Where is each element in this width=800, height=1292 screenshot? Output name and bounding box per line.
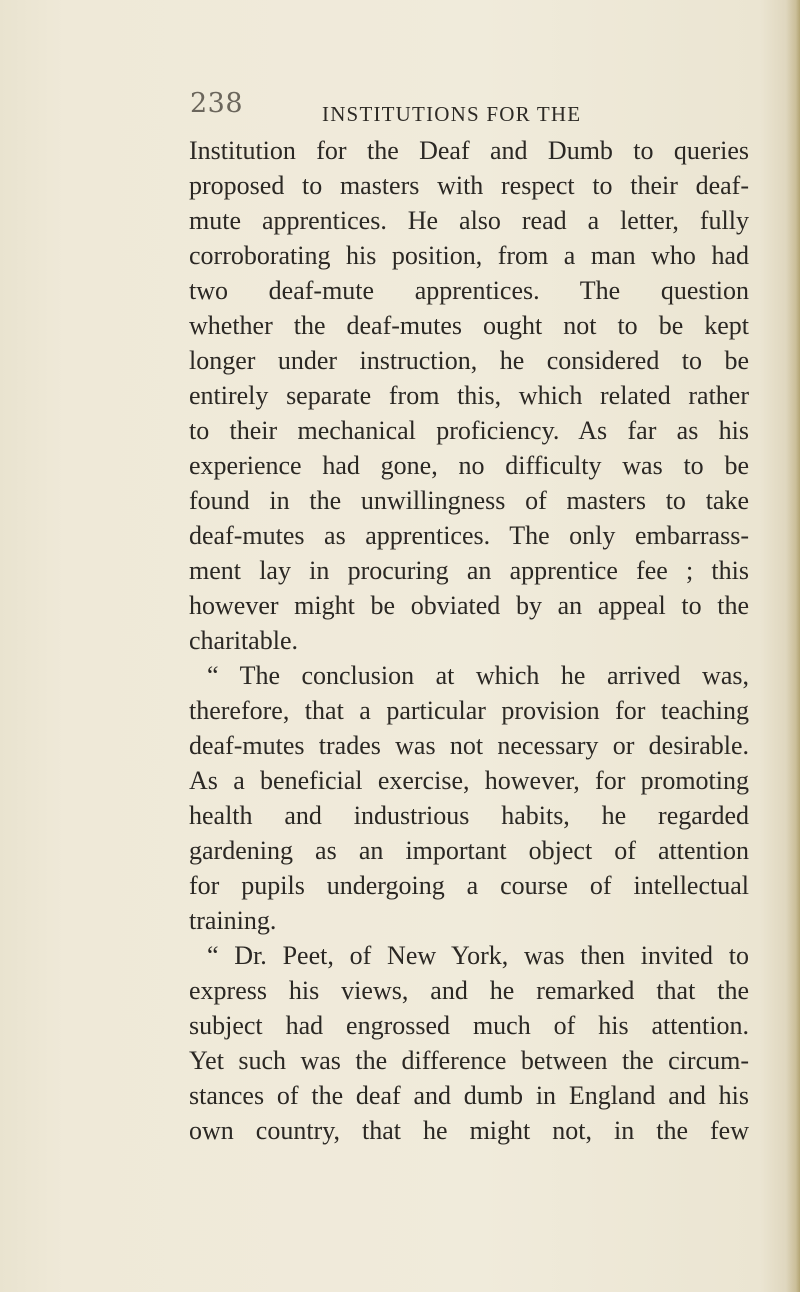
text-line: charitable. (189, 626, 298, 655)
text-line: for pupils undergoing a course of intellectual (189, 871, 749, 900)
text-line: stances of the deaf and dumb in England and his (189, 1081, 749, 1110)
text-line: training. (189, 906, 277, 935)
text-line: express his views, and he remarked that the (189, 976, 749, 1005)
text-line: experience had gone, no difficulty was to be (189, 451, 749, 480)
text-line: Yet such was the difference between the circum- (189, 1046, 749, 1075)
text-line: two deaf-mute apprentices. The question (189, 276, 749, 305)
text-line: health and industrious habits, he regarded (189, 801, 749, 830)
text-line: whether the deaf-mutes ought not to be kept (189, 311, 749, 340)
page-number: 238 (190, 88, 244, 119)
text-line: mute apprentices. He also read a letter, fully (189, 206, 749, 235)
text-line: longer under instruction, he considered to be (189, 346, 749, 375)
text-line: deaf-mutes as apprentices. The only embarrass- (189, 521, 749, 550)
text-line: entirely separate from this, which related rather (189, 381, 749, 410)
text-line: subject had engrossed much of his attention. (189, 1011, 749, 1040)
text-line: own country, that he might not, in the few (189, 1116, 749, 1145)
text-line: As a beneficial exercise, however, for promoting (189, 766, 749, 795)
text-line: to their mechanical proficiency. As far as his (189, 416, 749, 445)
text-line: proposed to masters with respect to their deaf- (189, 171, 749, 200)
text-line: gardening as an important object of attention (189, 836, 749, 865)
text-line: ment lay in procuring an apprentice fee ; this (189, 556, 749, 585)
page-header (190, 88, 610, 130)
text-line: “ The conclusion at which he arrived was, (207, 661, 749, 690)
body-text (189, 133, 749, 1148)
text-line: corroborating his position, from a man who had (189, 241, 749, 270)
text-line: “ Dr. Peet, of New York, was then invited to (207, 941, 749, 970)
text-line: Institution for the Deaf and Dumb to queries (189, 136, 749, 165)
text-line: therefore, that a particular provision for teaching (189, 696, 749, 725)
text-line: however might be obviated by an appeal to the (189, 591, 749, 620)
text-line: found in the unwillingness of masters to take (189, 486, 749, 515)
page-edge-shadow (786, 0, 800, 1292)
text-line: deaf-mutes trades was not necessary or desirable. (189, 731, 749, 760)
running-head: INSTITUTIONS FOR THE (322, 102, 582, 126)
